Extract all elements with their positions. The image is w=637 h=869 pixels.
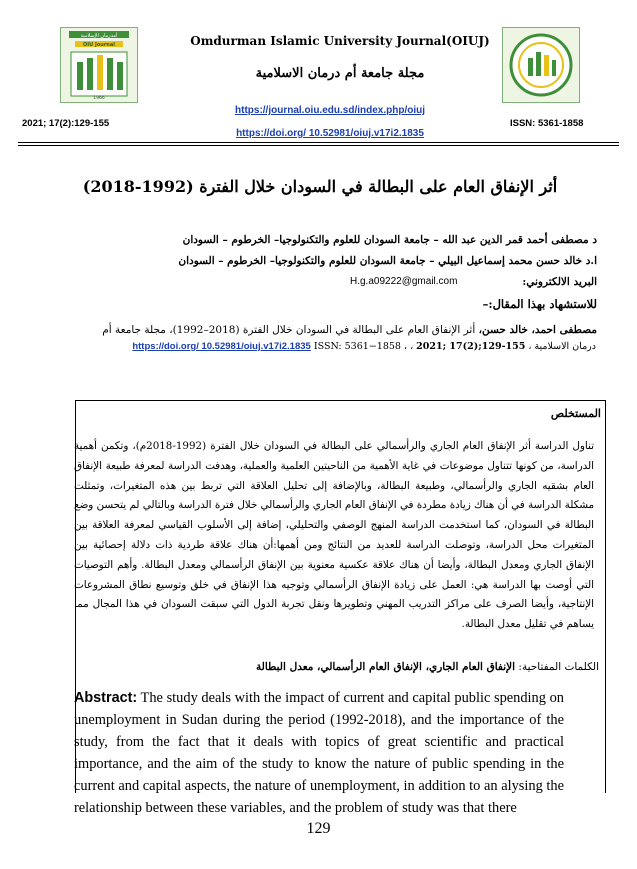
cite-journal-ar: درمان الاسلامية ،: [528, 341, 596, 352]
keywords-line: [256, 661, 599, 673]
logo-arabic-text: أمدرمان الإسلامية: [80, 33, 118, 39]
author-2: ا.د خالد حسن محمد إسماعيل البيلي – جامعة السودان للعلوم والتكنولوجيا– الخرطوم – السودان: [178, 255, 597, 267]
page-number: 129: [306, 820, 331, 837]
email-label: البريد الالكتروني:: [522, 276, 597, 288]
abstract-frame-right: [605, 400, 606, 793]
author-email: H.g.a09222@gmail.com: [350, 276, 458, 287]
header-divider-2: [18, 145, 619, 146]
logo-year-text: 1966: [93, 96, 105, 101]
abstract-en-label: Abstract:: [74, 690, 138, 706]
issn-number: ISSN: 5361-1858: [510, 118, 584, 129]
cite-issn: ISSN: 5361−1858 ،: [313, 341, 408, 352]
abstract-frame-top: [75, 400, 606, 401]
cite-body: أثر الإنفاق العام على البطالة في السودان خلال الفترة (2018–1992)، مجلة جامعة أم: [102, 324, 479, 336]
journal-logo-left: [60, 27, 138, 103]
cite-line-1: [37, 320, 597, 340]
university-logo-graphic: [503, 28, 579, 102]
doi-link[interactable]: https://doi.org/ 10.52981/oiuj.v17i2.1835: [236, 128, 424, 139]
abstract-en-text: The study deals with the impact of current and capital public spending on unemployment in Sudan during the period (1992-2018), and the importance of the study, from the fact that it deals with topics of great scientific and practical importance, and the aim of the study to know the nature of public spending in the current and capital aspects, the nature of unemployment, in addition to an alysing the relationship between these variables, and the problem of study was that there: [74, 690, 564, 816]
author-1: د مصطفى أحمد قمر الدين عبد الله – جامعة السودان للعلوم والتكنولوجيا– الخرطوم – السودان: [182, 234, 597, 246]
keywords-label: الكلمات المفتاحية:: [518, 661, 599, 673]
citation-volume: 2021; 17(2):129-155: [22, 118, 110, 129]
journal-url-link[interactable]: https://journal.oiu.edu.sd/index.php/oiuj: [235, 105, 425, 116]
cite-heading: للاستشهاد بهذا المقال:–: [482, 297, 597, 311]
keywords-list: الإنفاق العام الجاري، الإنفاق العام الرأسمالي، معدل البطالة: [255, 661, 516, 673]
journal-title-english: Omdurman Islamic University Journal(OIUJ): [190, 34, 490, 48]
abstract-ar-heading: المستخلص: [550, 407, 601, 420]
cite-volume: 2021; 17(2);129-155: [416, 341, 526, 352]
cite-doi-link[interactable]: https://doi.org/ 10.52981/oiuj.v17i2.1835: [132, 341, 311, 352]
abstract-ar-text: تناول الدراسة أثر الإنفاق العام الجاري والرأسمالي على البطالة في السودان خلال الفترة (1992-2018م)، وتكمن أهمية الدراسة، من كونها تتناول موضوعات في غاية الأهمية من الناحيتين العلمية والعملية، وهدفت الدراسة لمعرفة طبيعة الإنفاق العام بشقيه الجاري والرأسمالي، وطبيعة البطالة، وبالإضافة إلى تحليل العلاقة التي تربط بين هذه المتغيرات، وتمثلت مشكلة الدراسة في أن هناك زيادة مطردة في الإنفاق العام الجاري والرأسمالي خلال فترة الدراسة وبالتالي لم يتحسن وضع البطالة في السودان، كما استخدمت الدراسة المنهج الوصفي والتحليلي، إضافة إلى الأسلوب القياسي لمعرفة العلاقة بين المتغيرات محل الدراسة، وتوصلت الدراسة للعديد من النتائج ومن أهمها:أن هناك علاقة طردية ذات دلالة إحصائية بين الإنفاق الجاري ومعدل البطالة، وأيضا أن هناك علاقة عكسية معنوية بين الإنفاق الرأسمالي ومعدل البطالة. وأهم التوصيات التي أوصت بها الدراسة هي: العمل على زيادة الإنفاق الرأسمالي وتوجيه هذا الإنفاق في خلق وتوسيع نطاق المشروعات الإنتاجية، وأيضا الصرف على مراكز التدريب المهني وتطويرها ونقل تجربة الدول التي سبقت السودان في هذا المجال مما يساهم في تقليل معدل البطالة.: [74, 440, 594, 631]
cite-line-2: درمان الاسلامية ، 2021; 17(2);129-155 ، ISSN: 5361−1858 ، https://doi.org/ 10.52981/oiuj.v17i2.1835: [132, 341, 596, 352]
journal-title-arabic: مجلة جامعة أم درمان الاسلامية: [255, 66, 425, 81]
journal-logo-graphic: [61, 28, 137, 102]
abstract-en: [74, 687, 564, 819]
article-title: أثر الإنفاق العام على البطالة في السودان خلال الفترة (1992-2018): [82, 177, 558, 196]
logo-label-text: OIU Journal: [83, 42, 115, 48]
header-divider: [18, 142, 619, 143]
university-logo-right: [502, 27, 580, 103]
cite-authors: مصطفى احمد، خالد حسن،: [478, 324, 597, 336]
